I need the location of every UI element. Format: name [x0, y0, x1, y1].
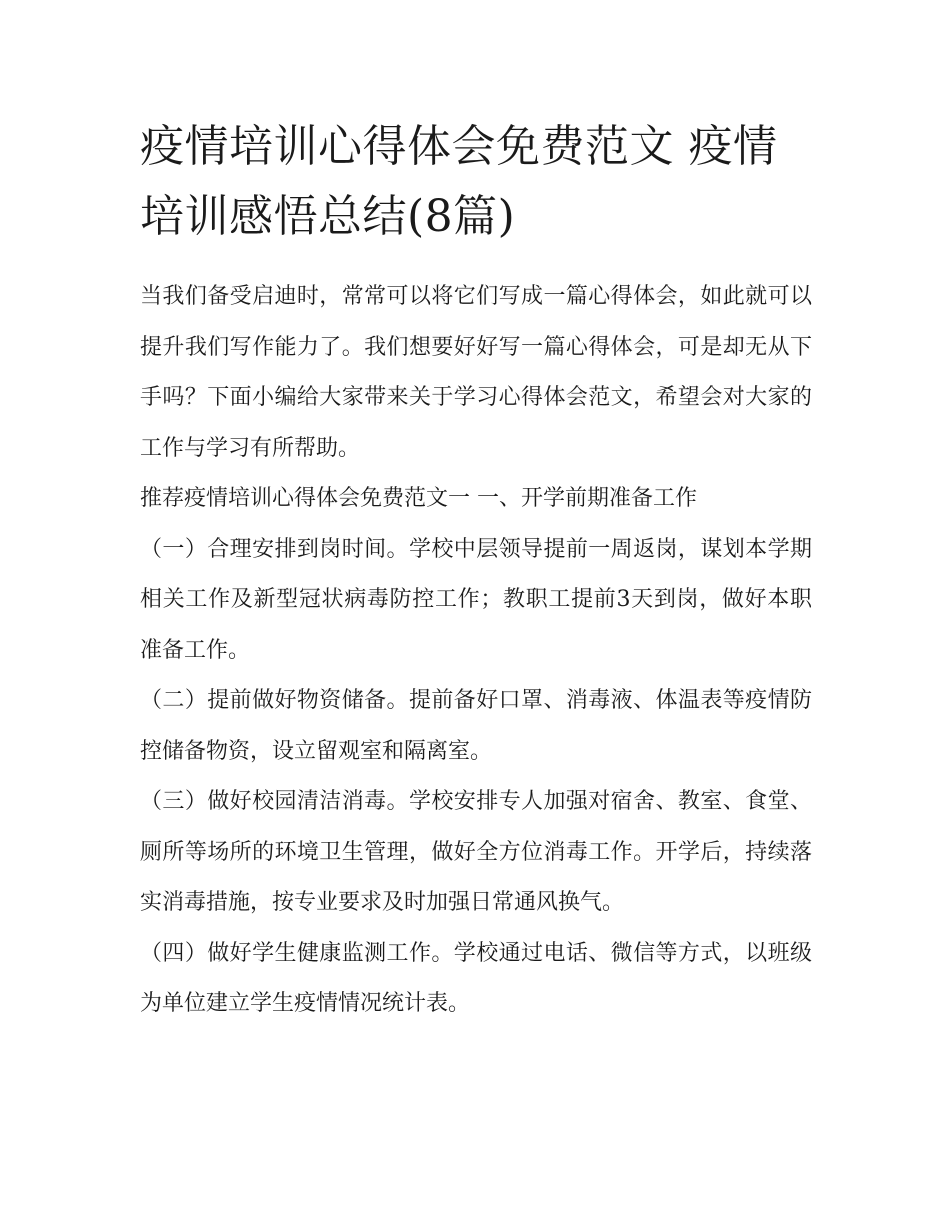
paragraph-item-2: （二）提前做好物资储备。提前备好口罩、消毒液、体温表等疫情防控储备物资，设立留观室和隔离室。: [140, 688, 812, 764]
paragraph-intro: 当我们备受启迪时，常常可以将它们写成一篇心得体会，如此就可以提升我们写作能力了。我们想要好好写一篇心得体会，可是却无从下手吗？下面小编给大家带来关于学习心得体会范文，希望会对大家的工作与学习有所帮助。: [140, 284, 812, 461]
paragraph-item-3: （三）做好校园清洁消毒。学校安排专人加强对宿舍、教室、食堂、厕所等场所的环境卫生管理，做好全方位消毒工作。开学后，持续落实消毒措施，按专业要求及时加强日常通风换气。: [140, 789, 812, 915]
paragraph-item-1: （一）合理安排到岗时间。学校中层领导提前一周返岗，谋划本学期相关工作及新型冠状病毒防控工作；教职工提前3天到岗，做好本职准备工作。: [140, 536, 812, 663]
paragraph-item-4: （四）做好学生健康监测工作。学校通过电话、微信等方式，以班级为单位建立学生疫情情况统计表。: [140, 940, 812, 1016]
document-page: [140, 112, 812, 1030]
paragraph-section-heading: 推荐疫情培训心得体会免费范文一 一、开学前期准备工作: [140, 486, 697, 511]
document-title: 疫情培训心得体会免费范文 疫情培训感悟总结(8篇): [140, 121, 778, 242]
